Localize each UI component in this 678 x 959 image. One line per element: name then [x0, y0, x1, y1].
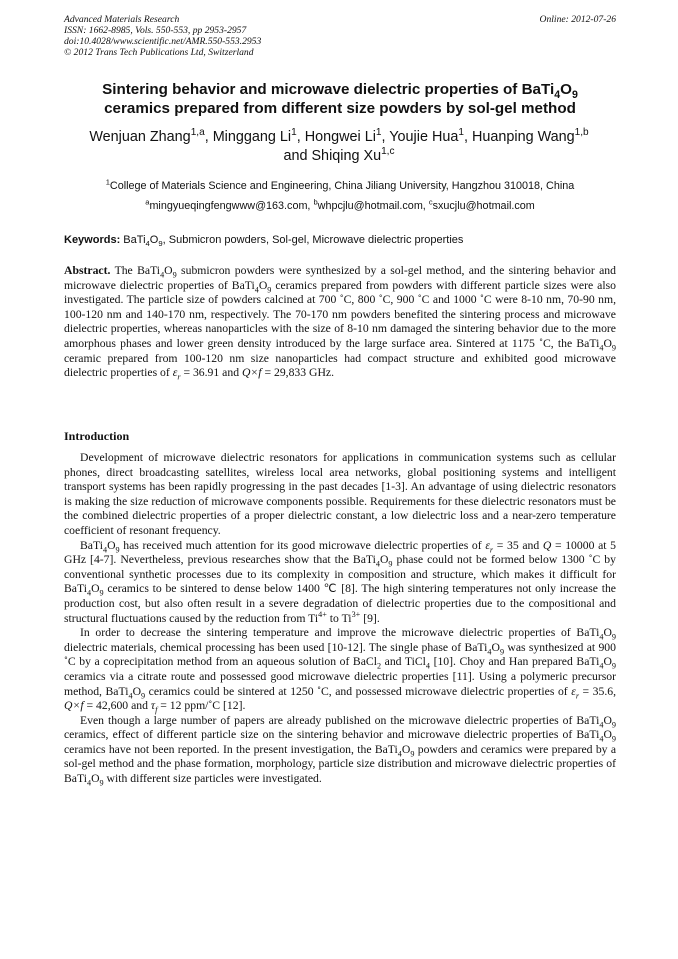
introduction-body: [64, 451, 616, 787]
issn-line: ISSN: 1662-8985, Vols. 550-553, pp 2953-2957: [64, 25, 247, 36]
abstract: Abstract. The $BaTi_4O_9$ submicron powders were synthesized by a sol-gel method, and the sintering behavior and microwave dielectric properties of $BaTi_4O_9$ ceramics prepared from powders with different particle sizes were also investigated. The particle size of powders calcined at 700 ˚C, 800 ˚C, 900 ˚C and 1000 ˚C were 8-10 nm, 70-90 nm, 100-120 nm and 140-170 nm, respectively. The 70-170 nm powders benefited the sintering process and microwave dielectric properties, whereas nanoparticles with the size of 8-10 nm damaged the sintering behavior due to the more amorphous phases and lower green density introduced by the large surface area. Sintered at 1175 ˚C, the $BaTi_4O_9$ ceramic prepared from 100-120 nm size nanoparticles had compact structure and exhibited good microwave dielectric properties of $\varepsilon_r = 36.91$ and Q×f = 29,833 GHz.: [64, 264, 616, 382]
paragraph: $BaTi_4O_9$ has received much attention for its good microwave dielectric properties of $\varepsilon_r = 35$ and Q = 10000 at 5 GHz [4-7]. Nevertheless, previous researches show that the $BaTi_4O_9$ phase could not be formed below 1300 ˚C by conventional synthetic processes due to its complexity in composition and structure, which makes it difficult for $BaTi_4O_9$ ceramics to be sintered to dense below 1400 ℃ [8]. The high sintering temperatures not only increase the production cost, but also often result in a severe degradation of dielectric properties due to the compositional and structural fluctuations caused by the reduction from $Ti^{4+}$ to $Ti^{3+}$ [9].: [64, 538, 616, 625]
paragraph: Development of microwave dielectric resonators for applications in communication systems such as cellular phones, direct broadcasting satellites, wireless local area networks, global positioning systems and intelligent transport systems has been rapidly progressing in the past decades [1-3]. An advantage of using dielectric resonators is making the size reduction of microwave components possible. Requirements for these dielectric resonators must be the combined dielectric properties of a proper dielectric constant, a low dielectric loss and a near-zero temperature coefficient of resonant frequency.: [64, 451, 616, 537]
affiliation-text: College of Materials Science and Engineering, China Jiliang University, Hangzhou 310018, China: [109, 180, 575, 192]
journal-name: Advanced Materials Research: [64, 14, 180, 25]
journal-header: [64, 14, 616, 58]
doi-line: doi:10.4028/www.scientific.net/AMR.550-553.2953: [64, 36, 262, 47]
section-heading-introduction: Introduction: [64, 429, 130, 443]
paper-title: Sintering behavior and microwave dielectric properties of $BaTi_4O_9$ ceramics prepared from different size powders by sol-gel method: [102, 81, 578, 117]
online-date: Online: 2012-07-26: [539, 14, 616, 25]
keywords-label: Keywords:: [64, 234, 121, 246]
abstract-label: Abstract.: [64, 264, 111, 277]
copyright-line: © 2012 Trans Tech Publications Ltd, Switzerland: [64, 47, 254, 58]
email-c: sxucjlu@hotmail.com: [432, 200, 535, 212]
author-list: Wenjuan Zhang$^{1,a}$, Minggang Li$^1$, Hongwei Li$^1$, Youjie Hua$^1$, Huanping Wang$^{1,b}$ and Shiqing Xu$^{1,c}$: [89, 127, 589, 164]
email-a: mingyueqingfengwww@163.com,: [149, 200, 314, 212]
email-b: whpcjlu@hotmail.com,: [317, 200, 429, 212]
paragraph: Even though a large number of papers are already published on the microwave dielectric properties of $BaTi_4O_9$ ceramics, effect of different particle size on the sintering behavior and microwave dielectric properties of $BaTi_4O_9$ ceramics have not been reported. In the present investigation, the $BaTi_4O_9$ powders and ceramics were prepared by a sol-gel method and the phase formation, morphology, particle size distribution and microwave dielectric properties of $BaTi_4O_9$ with different size particles were investigated.: [64, 713, 617, 788]
keywords: Keywords: $BaTi_4O_9$, Submicron powders, Sol-gel, Microwave dielectric properties: [64, 234, 464, 249]
affiliation: $^1$College of Materials Science and Engineering, China Jiliang University, Hangzhou 310018, China $^a$mingyueqingfengwww@163.com, $^b$whpcjlu@hotmail.com, $^c$sxucjlu@hotmail.com: [105, 177, 575, 212]
paragraph: In order to decrease the sintering temperature and improve the microwave dielectric properties of $BaTi_4O_9$ dielectric materials, chemical processing has been used [10-12]. The single phase of $BaTi_4O_9$ was synthesized at 900 ˚C by a coprecipitation method from an aqueous solution of BaCl$_2$ and TiCl$_4$ [10]. Choy and Han prepared $BaTi_4O_9$ ceramics via a citrate route and possessed good microwave dielectric properties [11]. Using a polymeric precursor method, $BaTi_4O_9$ ceramics could be sintered at 1250 ˚C, and possessed microwave dielectric properties of $\varepsilon_r = 35.6$, Q×f = 42,600 and $\tau_f = 12$ ppm/˚C [12].: [64, 626, 617, 715]
